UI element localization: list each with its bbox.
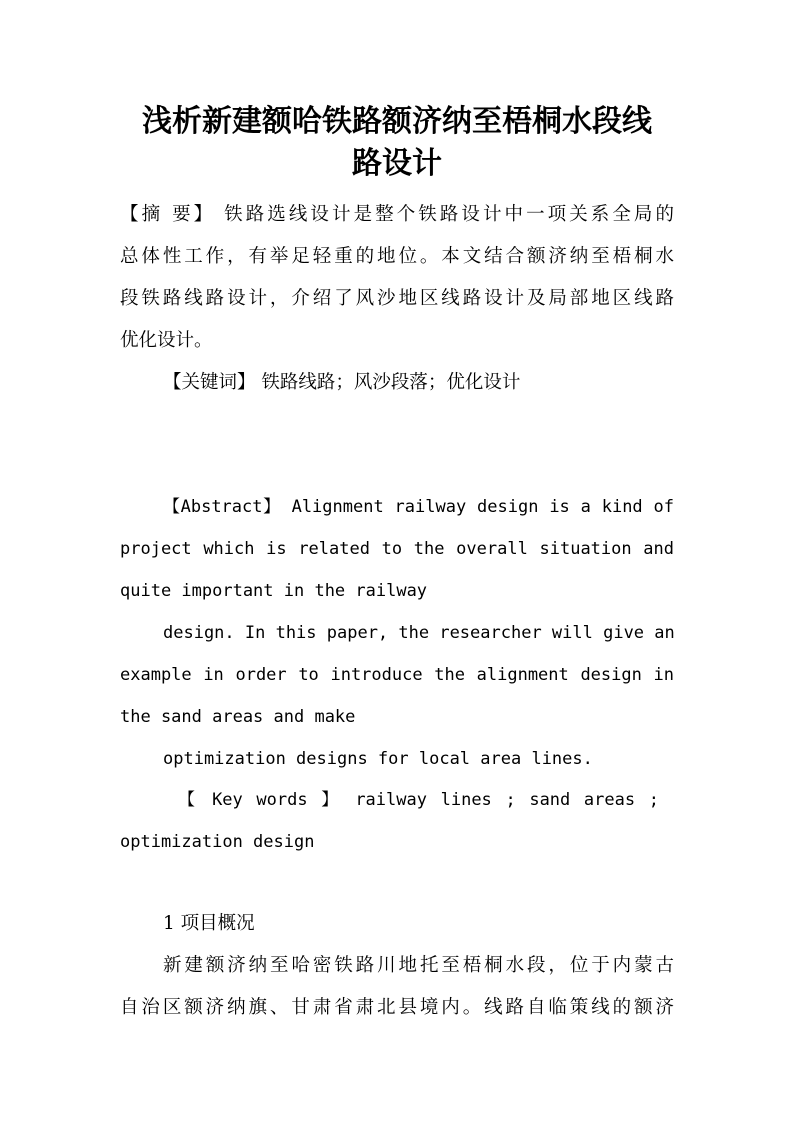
- abstract-en-line-3: quite important in the railway: [120, 581, 428, 601]
- abstract-en-line-1: 【Abstract】 Alignment railway design is a kind of: [163, 497, 674, 517]
- keywords-en-line-1: 【 Key words 】 railway lines ; sand areas ;: [178, 790, 659, 810]
- keywords-cn: [163, 371, 520, 395]
- abstract-cn-line-2: 总体性工作，有举足轻重的地位。本文结合额济纳至梧桐水: [120, 246, 674, 267]
- abstract-cn-line-1: [120, 203, 674, 227]
- abstract-cn-text-1: 铁路选线设计是整个铁路设计中一项关系全局的: [224, 204, 674, 225]
- abstract-en-line-7: optimization designs for local area lines.: [163, 749, 593, 769]
- abstract-cn-line-4: 优化设计。: [120, 330, 213, 351]
- section-1-line-1: 新建额济纳至哈密铁路川地托至梧桐水段，位于内蒙古: [163, 955, 674, 976]
- section-1-heading: 1 项目概况: [163, 913, 255, 934]
- keywords-en-line-2: optimization design: [120, 832, 315, 852]
- section-1-line-2: 自治区额济纳旗、甘肃省肃北县境内。线路自临策线的额济: [120, 997, 674, 1018]
- title-line-2: 路设计: [352, 146, 442, 181]
- keywords-cn-label: 【关键词】: [163, 372, 256, 393]
- abstract-cn-label: 【摘 要】: [120, 204, 216, 225]
- abstract-en-line-2: project which is related to the overall situation and: [120, 539, 674, 559]
- abstract-en-line-4: design. In this paper, the researcher will give an: [163, 623, 675, 643]
- abstract-cn-line-3: 段铁路线路设计，介绍了风沙地区线路设计及局部地区线路: [120, 288, 674, 309]
- title-line-1: 浅析新建额哈铁路额济纳至梧桐水段线: [142, 104, 652, 139]
- keywords-cn-text: 铁路线路；风沙段落；优化设计: [261, 372, 521, 393]
- abstract-en-line-6: the sand areas and make: [120, 707, 356, 727]
- abstract-en-line-5: example in order to introduce the alignment design in: [120, 665, 674, 685]
